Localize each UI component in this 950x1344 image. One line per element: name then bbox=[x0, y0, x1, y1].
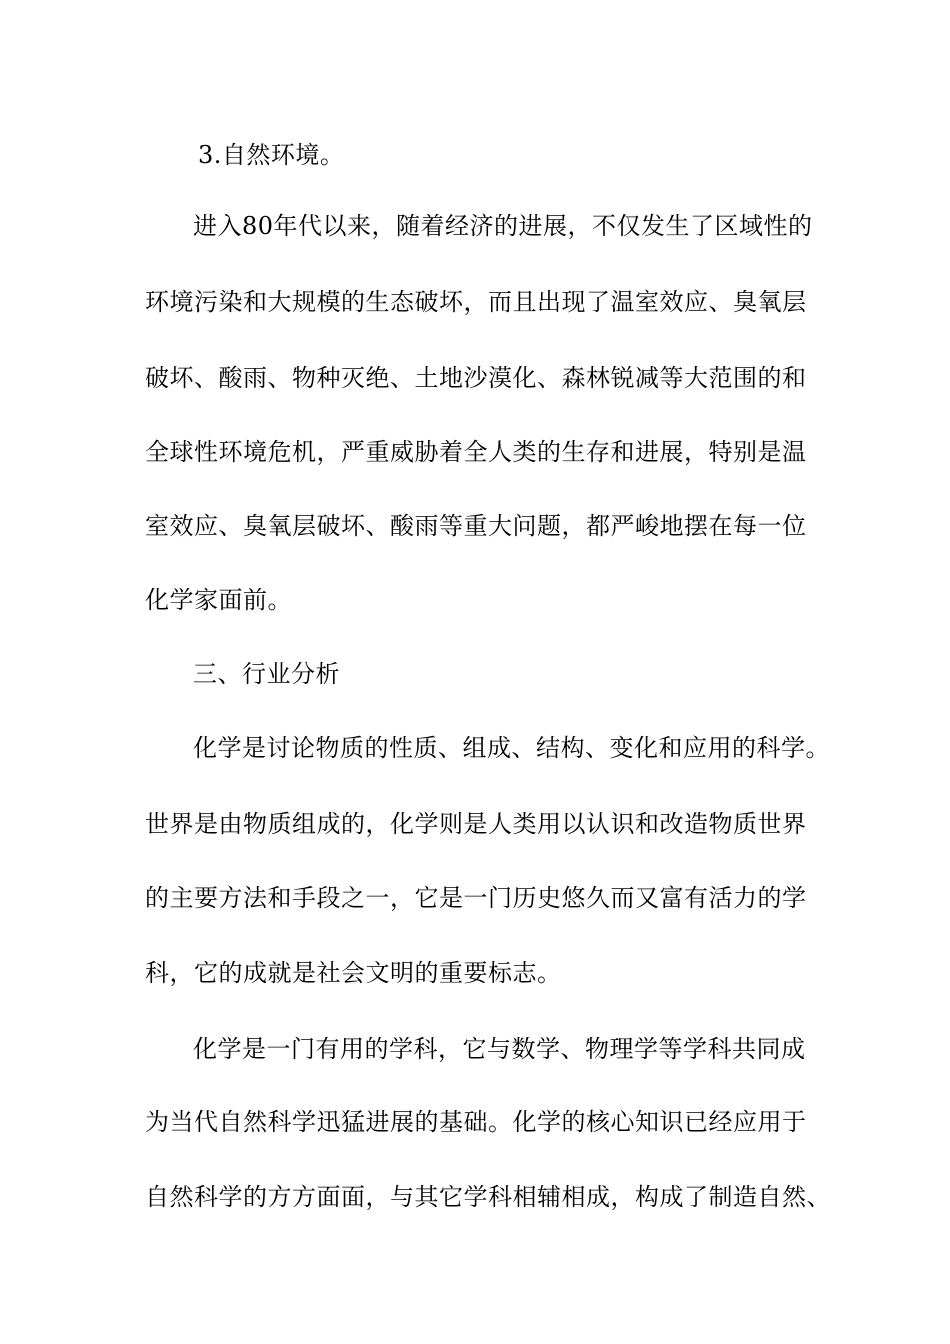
paragraph-line: 进入80年代以来，随着经济的进展，不仅发生了区域性的 bbox=[193, 212, 813, 240]
paragraph-line: 化学是讨论物质的性质、组成、结构、变化和应用的科学。 bbox=[193, 734, 830, 762]
paragraph-line: 破坏、酸雨、物种灭绝、土地沙漠化、森林锐减等大范围的和 bbox=[145, 364, 807, 392]
section-heading-industry-analysis: 三、行业分析 bbox=[193, 660, 340, 688]
paragraph-line: 为当代自然科学迅猛进展的基础。化学的核心知识已经应用于 bbox=[145, 1108, 807, 1136]
paragraph-line: 化学是一门有用的学科，它与数学、物理学等学科共同成 bbox=[193, 1035, 806, 1063]
paragraph-line: 化学家面前。 bbox=[145, 586, 292, 614]
paragraph-line: 的主要方法和手段之一，它是一门历史悠久而又富有活力的学 bbox=[145, 884, 807, 912]
paragraph-line: 科，它的成就是社会文明的重要标志。 bbox=[145, 959, 562, 987]
paragraph-line: 环境污染和大规模的生态破坏，而且出现了温室效应、臭氧层 bbox=[145, 288, 807, 316]
paragraph-line: 全球性环境危机，严重威胁着全人类的生存和进展，特别是温 bbox=[145, 438, 807, 466]
paragraph-line: 自然科学的方方面面，与其它学科相辅相成，构成了制造自然、 bbox=[145, 1183, 831, 1211]
section-heading-natural-environment: 3.自然环境。 bbox=[198, 141, 345, 169]
paragraph-line: 世界是由物质组成的，化学则是人类用以认识和改造物质世界 bbox=[145, 810, 807, 838]
paragraph-line: 室效应、臭氧层破坏、酸雨等重大问题，都严峻地摆在每一位 bbox=[145, 512, 807, 540]
